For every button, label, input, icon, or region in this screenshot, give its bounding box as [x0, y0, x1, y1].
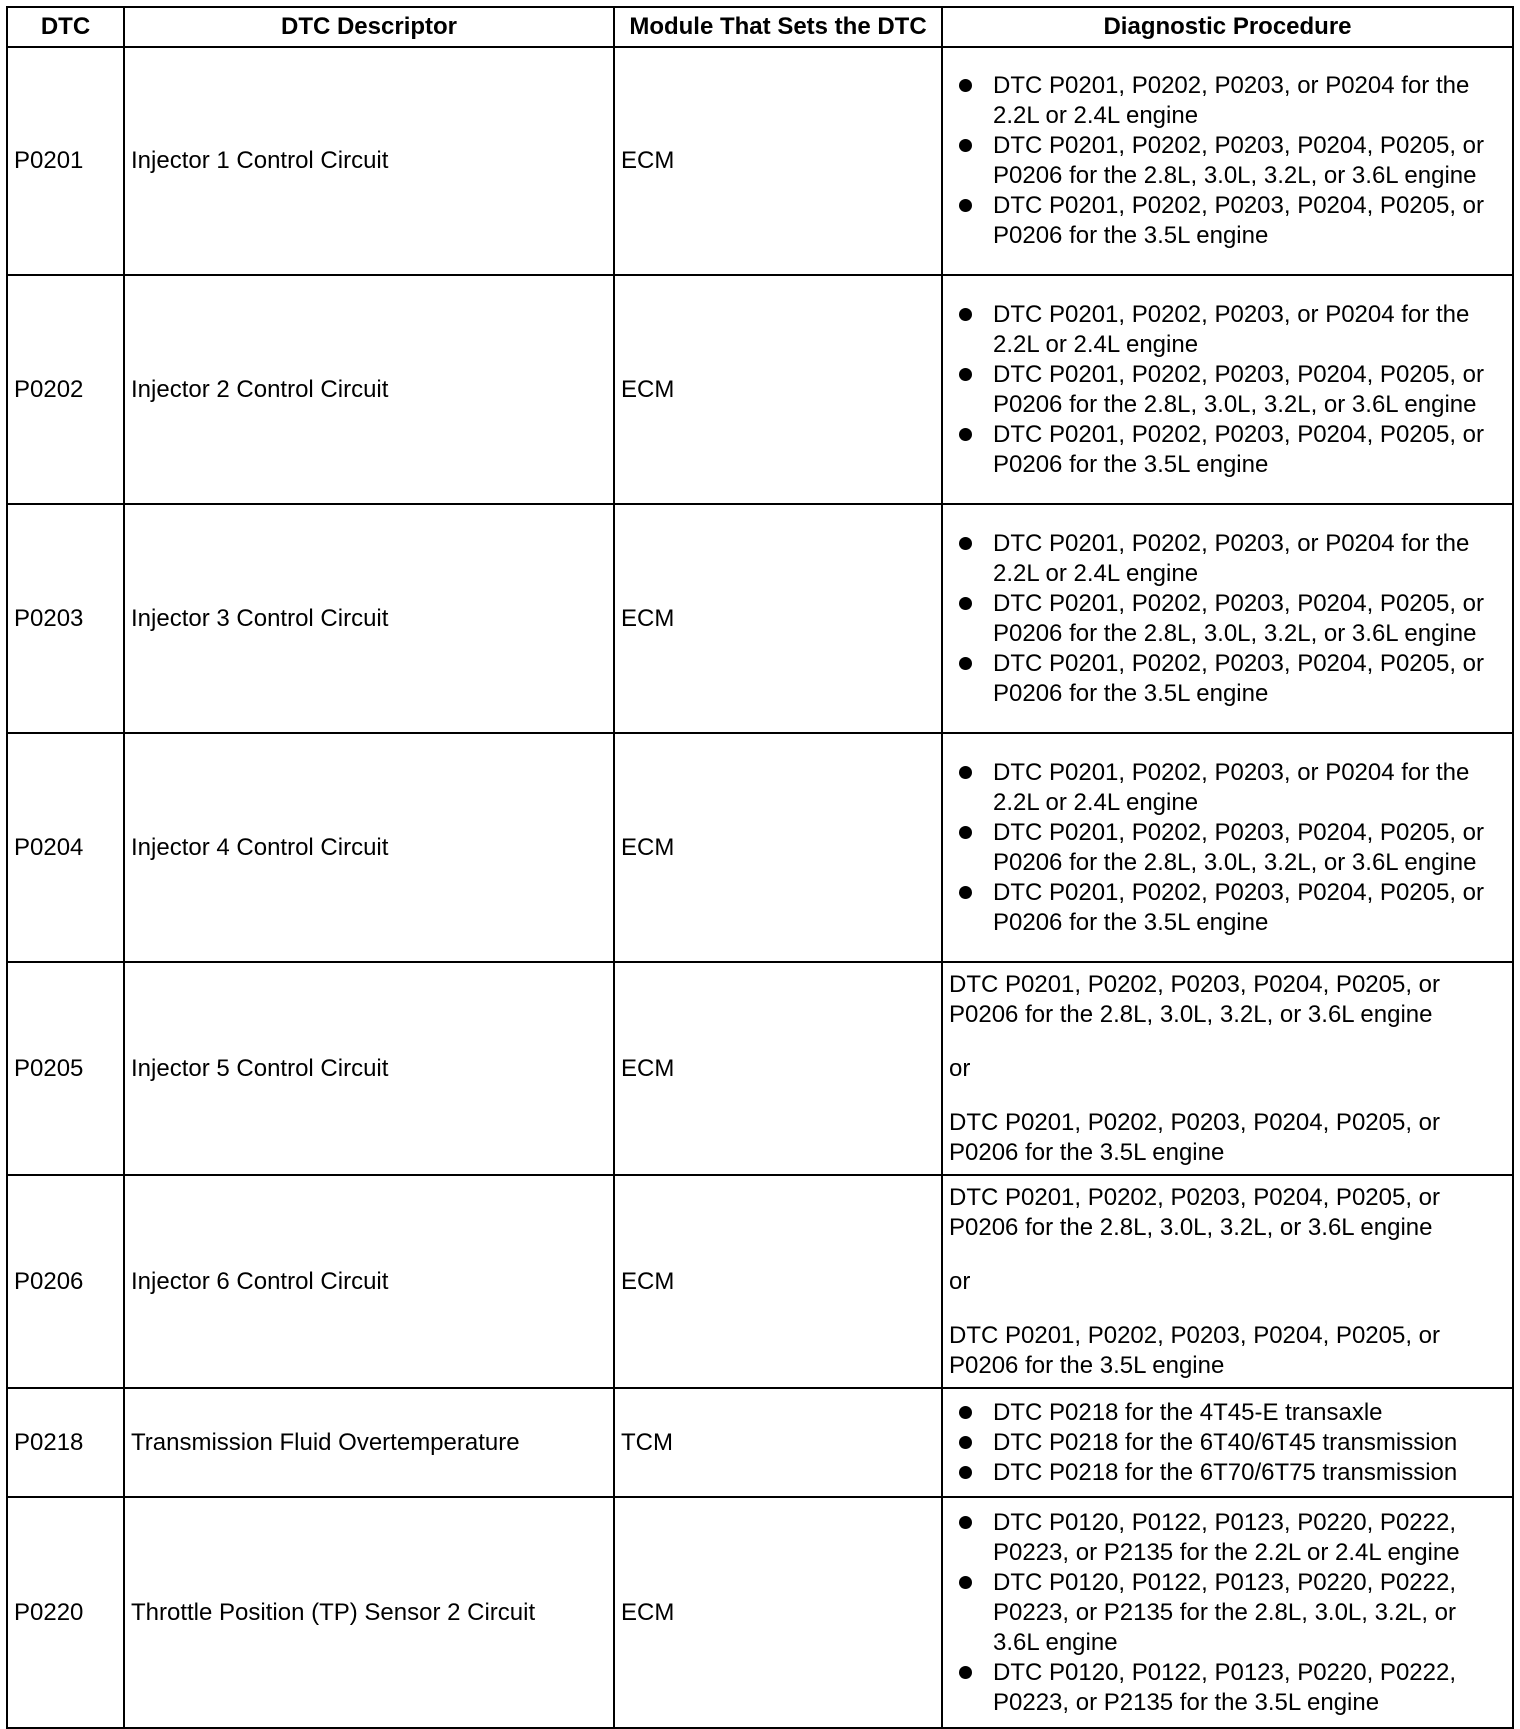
table-row	[7, 1497, 1513, 1728]
procedure-link[interactable]: DTC P0201, P0202, P0203, or P0204 for the 2.2L or 2.4L engine	[993, 300, 1506, 360]
procedure-link[interactable]: DTC P0201, P0202, P0203, P0204, P0205, or P0206 for the 2.8L, 3.0L, 3.2L, or 3.6L engine	[993, 589, 1506, 649]
dtc-code: P0218	[7, 1388, 124, 1497]
dtc-descriptor: Injector 3 Control Circuit	[124, 504, 614, 733]
table-row	[7, 47, 1513, 275]
procedure-link[interactable]: DTC P0201, P0202, P0203, P0204, P0205, or P0206 for the 2.8L, 3.0L, 3.2L, or 3.6L engine	[993, 818, 1506, 878]
dtc-descriptor: Throttle Position (TP) Sensor 2 Circuit	[124, 1497, 614, 1728]
spacer	[949, 1030, 1506, 1054]
dtc-descriptor: Transmission Fluid Overtemperature	[124, 1388, 614, 1497]
table-body	[7, 47, 1513, 1728]
procedure-link[interactable]: DTC P0120, P0122, P0123, P0220, P0222, P0223, or P2135 for the 3.5L engine	[993, 1658, 1506, 1718]
module-name: ECM	[614, 275, 942, 504]
procedure-link[interactable]: DTC P0201, P0202, P0203, or P0204 for the 2.2L or 2.4L engine	[993, 71, 1506, 131]
procedure-list	[949, 529, 1506, 709]
procedure-link[interactable]: DTC P0201, P0202, P0203, P0204, P0205, or P0206 for the 2.8L, 3.0L, 3.2L, or 3.6L engine	[949, 1183, 1441, 1241]
procedure-link[interactable]: DTC P0201, P0202, P0203, or P0204 for the 2.2L or 2.4L engine	[993, 758, 1506, 818]
procedure-link[interactable]: DTC P0218 for the 6T70/6T75 transmission	[993, 1458, 1506, 1488]
diagnostic-procedure	[942, 1175, 1513, 1388]
dtc-descriptor: Injector 1 Control Circuit	[124, 47, 614, 275]
table-row	[7, 504, 1513, 733]
header-module: Module That Sets the DTC	[614, 7, 942, 47]
procedure-list	[949, 1508, 1506, 1718]
spacer	[949, 1297, 1506, 1321]
dtc-descriptor: Injector 2 Control Circuit	[124, 275, 614, 504]
header-descriptor: DTC Descriptor	[124, 7, 614, 47]
procedure-link[interactable]: DTC P0201, P0202, P0203, P0204, P0205, or P0206 for the 3.5L engine	[993, 878, 1506, 938]
dtc-descriptor: Injector 4 Control Circuit	[124, 733, 614, 962]
diagnostic-procedure	[942, 962, 1513, 1175]
diagnostic-procedure	[942, 733, 1513, 962]
dtc-code: P0201	[7, 47, 124, 275]
dtc-descriptor: Injector 5 Control Circuit	[124, 962, 614, 1175]
procedure-link[interactable]: DTC P0218 for the 6T40/6T45 transmission	[993, 1428, 1506, 1458]
procedure-link[interactable]: DTC P0201, P0202, P0203, P0204, P0205, or P0206 for the 2.8L, 3.0L, 3.2L, or 3.6L engine	[993, 131, 1506, 191]
procedure-or-text: or	[949, 1054, 971, 1082]
spacer	[949, 1084, 1506, 1108]
procedure-link[interactable]: DTC P0120, P0122, P0123, P0220, P0222, P0223, or P2135 for the 2.8L, 3.0L, 3.2L, or 3.6L engine	[993, 1568, 1506, 1658]
spacer	[949, 1243, 1506, 1267]
procedure-link[interactable]: DTC P0201, P0202, P0203, P0204, P0205, or P0206 for the 3.5L engine	[949, 1108, 1441, 1166]
module-name: ECM	[614, 962, 942, 1175]
module-name: ECM	[614, 504, 942, 733]
table-row	[7, 962, 1513, 1175]
procedure-link[interactable]: DTC P0201, P0202, P0203, P0204, P0205, or P0206 for the 3.5L engine	[993, 649, 1506, 709]
dtc-code: P0204	[7, 733, 124, 962]
procedure-link[interactable]: DTC P0201, P0202, P0203, P0204, P0205, or P0206 for the 2.8L, 3.0L, 3.2L, or 3.6L engine	[949, 970, 1441, 1028]
table-row	[7, 275, 1513, 504]
dtc-code: P0205	[7, 962, 124, 1175]
procedure-link[interactable]: DTC P0120, P0122, P0123, P0220, P0222, P0223, or P2135 for the 2.2L or 2.4L engine	[993, 1508, 1506, 1568]
table-row	[7, 1175, 1513, 1388]
procedure-link[interactable]: DTC P0218 for the 4T45-E transaxle	[993, 1398, 1506, 1428]
dtc-descriptor: Injector 6 Control Circuit	[124, 1175, 614, 1388]
table-header	[7, 7, 1513, 47]
header-procedure: Diagnostic Procedure	[942, 7, 1513, 47]
table-row	[7, 1388, 1513, 1497]
procedure-list	[949, 300, 1506, 480]
module-name: ECM	[614, 47, 942, 275]
dtc-code: P0202	[7, 275, 124, 504]
diagnostic-procedure	[942, 1497, 1513, 1728]
table-row	[7, 733, 1513, 962]
header-dtc: DTC	[7, 7, 124, 47]
procedure-list	[949, 71, 1506, 251]
procedure-link[interactable]: DTC P0201, P0202, P0203, P0204, P0205, or P0206 for the 3.5L engine	[993, 420, 1506, 480]
dtc-code: P0206	[7, 1175, 124, 1388]
dtc-code: P0203	[7, 504, 124, 733]
module-name: ECM	[614, 1175, 942, 1388]
diagnostic-procedure	[942, 504, 1513, 733]
diagnostic-procedure	[942, 275, 1513, 504]
module-name: TCM	[614, 1388, 942, 1497]
procedure-or-text: or	[949, 1267, 971, 1295]
procedure-link[interactable]: DTC P0201, P0202, P0203, P0204, P0205, or P0206 for the 3.5L engine	[993, 191, 1506, 251]
module-name: ECM	[614, 1497, 942, 1728]
procedure-link[interactable]: DTC P0201, P0202, P0203, P0204, P0205, or P0206 for the 3.5L engine	[949, 1321, 1441, 1379]
diagnostic-procedure	[942, 1388, 1513, 1497]
module-name: ECM	[614, 733, 942, 962]
dtc-code: P0220	[7, 1497, 124, 1728]
procedure-link[interactable]: DTC P0201, P0202, P0203, or P0204 for the 2.2L or 2.4L engine	[993, 529, 1506, 589]
procedure-list	[949, 758, 1506, 938]
header-row	[7, 7, 1513, 47]
procedure-link[interactable]: DTC P0201, P0202, P0203, P0204, P0205, or P0206 for the 2.8L, 3.0L, 3.2L, or 3.6L engine	[993, 360, 1506, 420]
dtc-table	[6, 6, 1514, 1729]
procedure-list	[949, 1398, 1506, 1488]
diagnostic-procedure	[942, 47, 1513, 275]
